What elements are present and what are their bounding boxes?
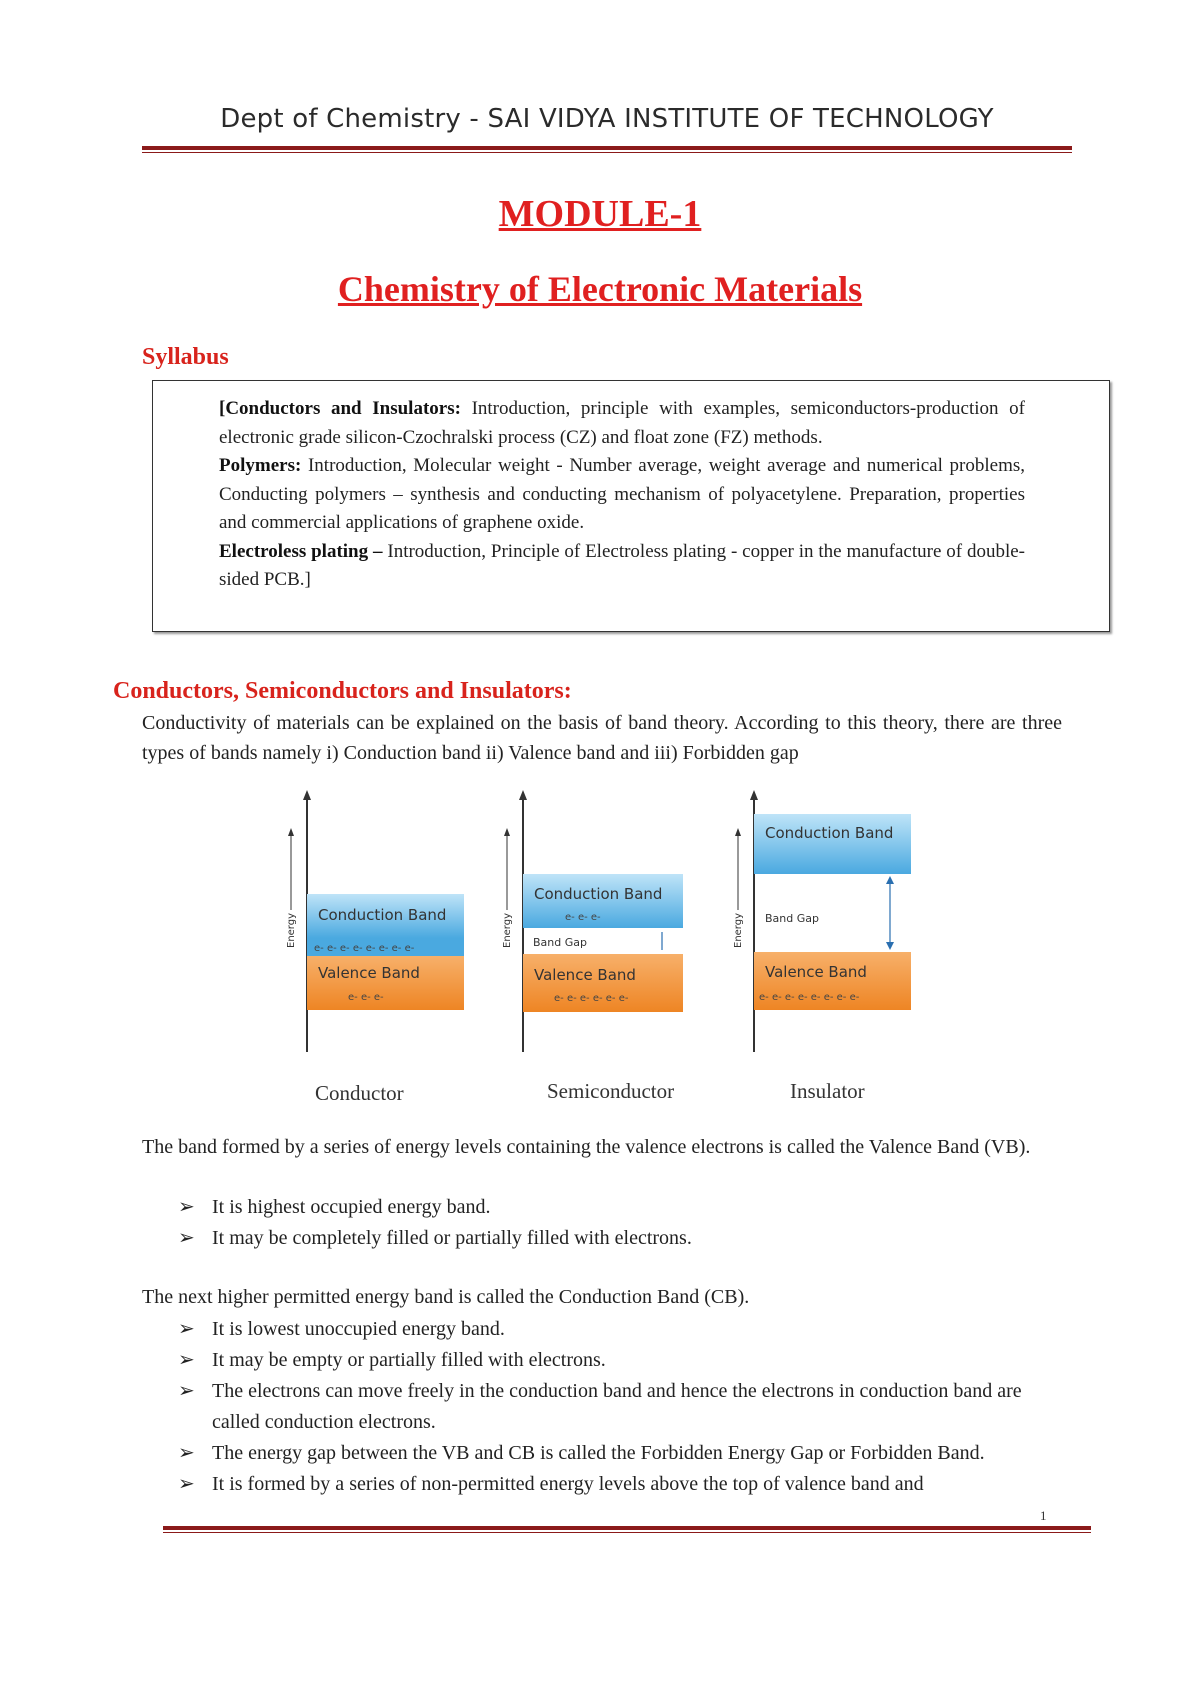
list-item: ➢ It is highest occupied energy band. (178, 1192, 1058, 1223)
list-item: ➢ The electrons can move freely in the conduction band and hence the electrons in conduction band are called conduction electrons. (178, 1376, 1058, 1438)
conduction-band-label: Conduction Band (765, 824, 894, 842)
conduction-band (754, 814, 911, 874)
energy-arrow-icon (504, 828, 510, 836)
energy-arrow-icon (288, 828, 294, 836)
band-diagram-svg (270, 790, 930, 1120)
energy-label: Energy (733, 912, 744, 948)
list-item: ➢ It may be completely filled or partially filled with electrons. (178, 1223, 1058, 1254)
electrons: e- e- e- e- e- e- e- e- (759, 992, 860, 1003)
caption-semiconductor: Semiconductor (547, 1079, 675, 1103)
syllabus-block-polymers (219, 452, 1025, 538)
conduction-paragraph: The next higher permitted energy band is called the Conduction Band (CB). (142, 1286, 750, 1308)
axis-arrow-icon (750, 790, 758, 800)
syllabus-term: Electroless plating – (219, 540, 383, 562)
arrow-bullet-icon: ➢ (178, 1349, 195, 1371)
footer-rule (163, 1526, 1091, 1530)
semiconductor-diagram (502, 790, 683, 1103)
syllabus-box (152, 380, 1110, 632)
valence-paragraph: The band formed by a series of energy levels containing the valence electrons is called the Valence Band (VB). (142, 1136, 1031, 1158)
module-title: MODULE-1 (498, 193, 702, 235)
energy-label: Energy (286, 912, 297, 948)
valence-bullet-list (178, 1192, 1058, 1254)
list-item: ➢ It is formed by a series of non-permitted energy levels above the top of valence band and (178, 1469, 1058, 1500)
energy-arrow-icon (735, 828, 741, 836)
syllabus-desc: Introduction, principle with examples, semiconductors-production of electronic grade silicon-Czochralski process (CZ) and float zone (FZ) methods. (219, 398, 1025, 448)
list-item: ➢ It may be empty or partially filled with electrons. (178, 1345, 1058, 1376)
syllabus-term: Polymers: (219, 455, 302, 476)
header-rule (142, 146, 1072, 150)
electrons: e- e- e- e- e- e- (554, 993, 629, 1004)
energy-label: Energy (502, 912, 513, 948)
footer-rule-thin (163, 1532, 1091, 1533)
insulator-diagram (733, 790, 911, 1103)
syllabus-block-electroless (219, 538, 1025, 595)
gap-arrow-down-icon (886, 942, 894, 950)
intro-paragraph: Conductivity of materials can be explained on the basis of band theory. According to this theory, there are three types of bands namely i) Conduction band ii) Valence band and iii) Forbidden gap (142, 712, 1062, 764)
arrow-bullet-icon: ➢ (178, 1227, 195, 1249)
chapter-title: Chemistry of Electronic Materials (337, 269, 863, 309)
electrons: e- e- e- e- e- e- e- e- (314, 943, 415, 954)
list-item: ➢ The energy gap between the VB and CB is called the Forbidden Energy Gap or Forbidden Band. (178, 1438, 1058, 1469)
page-header: Dept of Chemistry - SAI VIDYA INSTITUTE OF TECHNOLOGY (220, 104, 994, 134)
arrow-bullet-icon: ➢ (178, 1380, 195, 1402)
band-diagram (270, 790, 930, 1120)
arrow-bullet-icon: ➢ (178, 1318, 195, 1340)
electrons: e- e- e- (348, 992, 384, 1003)
syllabus-desc: Introduction, Principle of Electroless plating - copper in the manufacture of double-sided PCB.] (219, 540, 1025, 590)
syllabus-block-conductors (219, 395, 1025, 452)
caption-conductor: Conductor (315, 1081, 404, 1105)
band-gap-label: Band Gap (765, 912, 819, 925)
conduction-band-label: Conduction Band (318, 906, 447, 924)
valence-band-label: Valence Band (765, 963, 867, 981)
syllabus-desc: Introduction, Molecular weight - Number average, weight average and numerical problems, Conducting polymers – synthesis and conducting mechanism of polyacetylene. Preparation, properties and commercial applications of graphene oxide. (219, 455, 1025, 533)
electrons: e- e- e- (565, 912, 601, 923)
axis-arrow-icon (303, 790, 311, 800)
list-item: ➢ It is lowest unoccupied energy band. (178, 1314, 1058, 1345)
valence-band-label: Valence Band (534, 966, 636, 984)
band-gap-label: Band Gap (533, 936, 587, 949)
valence-band-label: Valence Band (318, 964, 420, 982)
syllabus-text (219, 395, 1025, 595)
section-heading: Conductors, Semiconductors and Insulators: (113, 678, 572, 704)
axis-arrow-icon (519, 790, 527, 800)
conductor-diagram (286, 790, 464, 1105)
conduction-bullet-list (178, 1314, 1058, 1500)
gap-arrow-up-icon (886, 876, 894, 884)
header-rule-thin (142, 152, 1072, 153)
syllabus-heading: Syllabus (142, 344, 229, 370)
arrow-bullet-icon: ➢ (178, 1473, 195, 1495)
arrow-bullet-icon: ➢ (178, 1196, 195, 1218)
page-number: 1 (1040, 1508, 1047, 1523)
arrow-bullet-icon: ➢ (178, 1442, 195, 1464)
caption-insulator: Insulator (790, 1079, 865, 1103)
conduction-band-label: Conduction Band (534, 885, 663, 903)
syllabus-term: [Conductors and Insulators: (219, 398, 461, 419)
